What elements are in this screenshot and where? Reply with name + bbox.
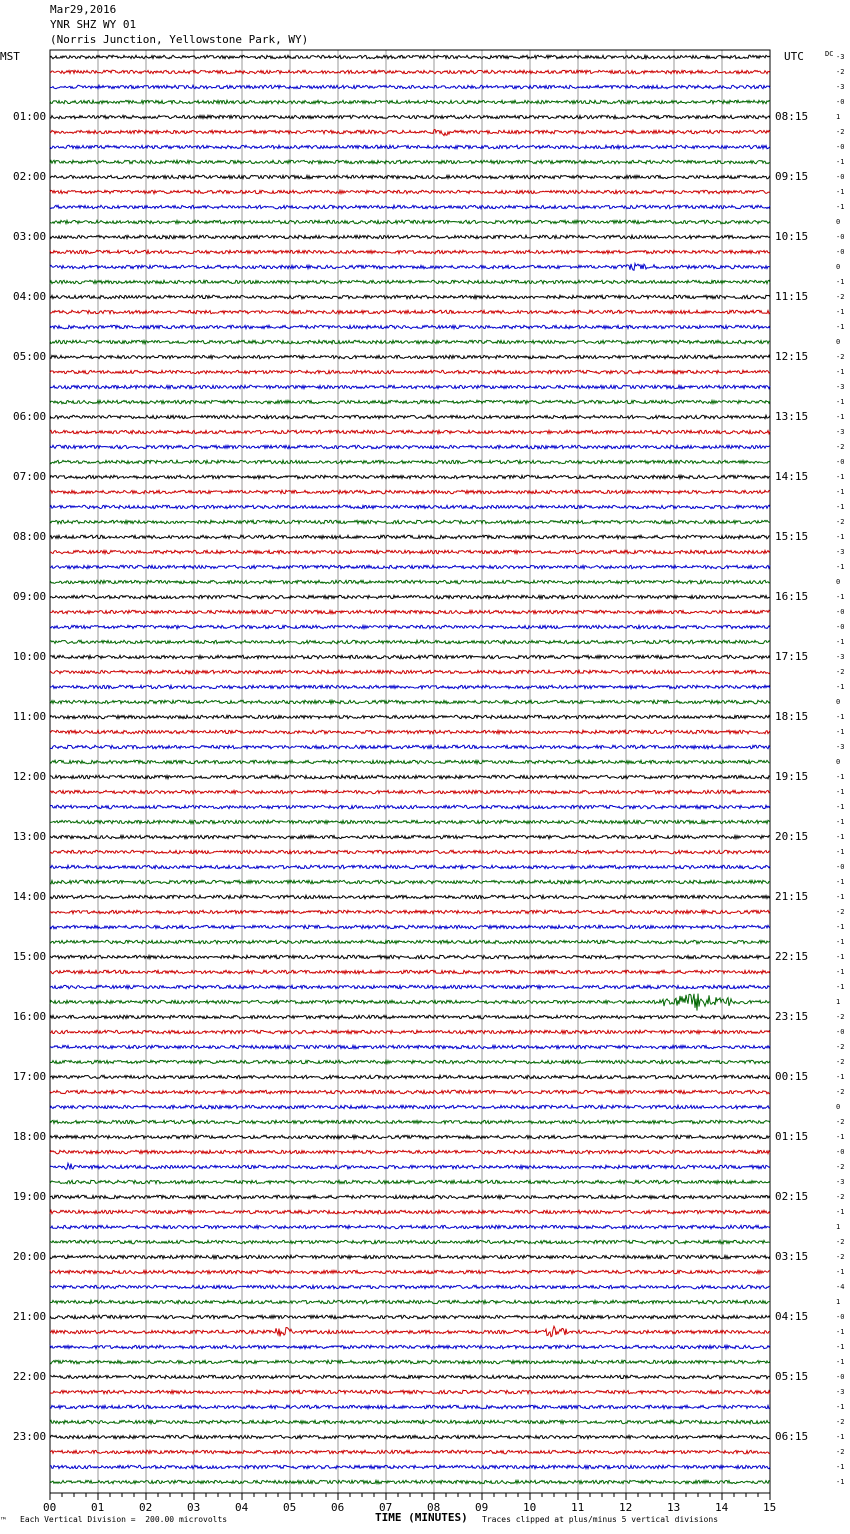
- seismic-trace: [50, 85, 770, 88]
- seismic-trace: [50, 115, 770, 118]
- seismic-trace: [50, 520, 770, 523]
- dc-offset-label: -1: [836, 923, 845, 931]
- utc-hour-label: 15:15: [775, 530, 809, 543]
- x-tick-label: 10: [523, 1501, 537, 1514]
- seismic-trace: [50, 130, 770, 136]
- dc-offset-label: -0: [836, 143, 845, 151]
- seismic-trace: [50, 1375, 770, 1378]
- dc-offset-label: -2: [836, 518, 845, 526]
- dc-offset-label: -1: [836, 1208, 845, 1216]
- dc-offset-label: 0: [836, 578, 841, 586]
- seismic-trace: [50, 475, 770, 478]
- x-axis-label: TIME (MINUTES): [375, 1511, 468, 1524]
- utc-hour-label: 16:15: [775, 590, 809, 603]
- seismic-trace: [50, 1075, 770, 1078]
- seismic-trace: [50, 1300, 770, 1303]
- seismic-trace: [50, 910, 770, 913]
- dc-offset-label: -1: [836, 833, 845, 841]
- utc-hour-label: 12:15: [775, 350, 809, 363]
- x-tick-label: 11: [571, 1501, 585, 1514]
- seismic-trace: [50, 100, 770, 103]
- dc-offset-label: 0: [836, 218, 841, 226]
- dc-offset-label: -1: [836, 1358, 845, 1366]
- seismic-trace: [50, 760, 770, 763]
- seismic-trace: [50, 715, 770, 718]
- dc-offset-label: -1: [836, 893, 845, 901]
- utc-hour-label: 23:15: [775, 1010, 809, 1023]
- corner-mark: ™: [1, 1516, 6, 1525]
- seismic-trace: [50, 1326, 770, 1336]
- dc-offset-label: -1: [836, 563, 845, 571]
- seismic-trace: [50, 1345, 770, 1348]
- seismic-trace: [50, 1163, 770, 1169]
- seismic-trace: [50, 1360, 770, 1363]
- dc-offset-label: -3: [836, 743, 845, 751]
- mst-hour-label: 07:00: [13, 470, 47, 483]
- seismic-trace: [50, 1210, 770, 1213]
- mst-hour-label: 23:00: [13, 1430, 47, 1443]
- utc-hour-label: 11:15: [775, 290, 809, 303]
- station-location: (Norris Junction, Yellowstone Park, WY): [50, 33, 309, 46]
- dc-offset-label: -1: [836, 1328, 845, 1336]
- seismic-trace: [50, 55, 770, 58]
- station-code: YNR SHZ WY 01: [50, 18, 137, 31]
- seismic-trace: [50, 1015, 770, 1018]
- seismic-trace: [50, 190, 770, 193]
- seismic-trace: [50, 640, 770, 643]
- dc-offset-label: -2: [836, 1058, 845, 1066]
- dc-offset-label: -1: [836, 953, 845, 961]
- dc-offset-label: -1: [836, 308, 845, 316]
- seismic-trace: [50, 1390, 770, 1393]
- dc-offset-label: -1: [836, 413, 845, 421]
- mst-hour-label: 12:00: [13, 770, 47, 783]
- x-tick-label: 13: [667, 1501, 681, 1514]
- dc-offset-label: 0: [836, 338, 841, 346]
- dc-offset-label: -1: [836, 938, 845, 946]
- seismic-trace: [50, 994, 770, 1011]
- dc-offset-label: -1: [836, 1463, 845, 1471]
- seismic-trace: [50, 820, 770, 823]
- seismic-trace: [50, 250, 770, 253]
- dc-offset-label: -2: [836, 68, 845, 76]
- seismic-trace: [50, 70, 770, 73]
- seismic-trace: [50, 955, 770, 958]
- dc-offset-label: -1: [836, 1433, 845, 1441]
- seismic-trace: [50, 1195, 770, 1198]
- seismic-trace: [50, 280, 770, 283]
- dc-offset-label: -1: [836, 713, 845, 721]
- seismic-trace: [50, 805, 770, 808]
- dc-offset-label: -1: [836, 983, 845, 991]
- dc-offset-label: -2: [836, 908, 845, 916]
- utc-hour-label: 21:15: [775, 890, 809, 903]
- seismic-trace: [50, 1150, 770, 1153]
- mst-hour-label: 06:00: [13, 410, 47, 423]
- mst-hour-label: 09:00: [13, 590, 47, 603]
- utc-hour-label: 05:15: [775, 1370, 809, 1383]
- dc-offset-label: -2: [836, 443, 845, 451]
- seismic-trace: [50, 880, 770, 883]
- utc-hour-label: 08:15: [775, 110, 809, 123]
- seismic-trace: [50, 1240, 770, 1243]
- dc-offset-label: -1: [836, 203, 845, 211]
- dc-offset-label: 0: [836, 698, 841, 706]
- dc-offset-label: -3: [836, 383, 845, 391]
- seismic-trace: [50, 1060, 770, 1063]
- seismic-trace: [50, 1285, 770, 1288]
- seismic-trace: [50, 1435, 770, 1438]
- seismic-trace: [50, 1465, 770, 1468]
- seismic-trace: [50, 655, 770, 658]
- seismic-trace: [50, 1045, 770, 1048]
- dc-offset-label: -2: [836, 1238, 845, 1246]
- dc-offset-label: 0: [836, 1103, 841, 1111]
- clip-note: Traces clipped at plus/minus 5 vertical divisions: [482, 1515, 719, 1524]
- dc-offset-label: -2: [836, 128, 845, 136]
- dc-offset-label: -3: [836, 53, 845, 61]
- dc-offset-label: -3: [836, 1178, 845, 1186]
- x-tick-label: 00: [43, 1501, 57, 1514]
- seismic-trace: [50, 415, 770, 418]
- dc-offset-label: 0: [836, 263, 841, 271]
- dc-offset-label: -1: [836, 848, 845, 856]
- seismic-trace: [50, 925, 770, 928]
- seismic-trace: [50, 1405, 770, 1408]
- dc-offset-label: -2: [836, 1253, 845, 1261]
- seismic-trace: [50, 895, 770, 898]
- x-tick-label: 06: [331, 1501, 345, 1514]
- seismic-trace: [50, 1120, 770, 1123]
- dc-offset-label: -1: [836, 728, 845, 736]
- dc-offset-label: -1: [836, 368, 845, 376]
- dc-offset-label: -1: [836, 278, 845, 286]
- mst-hour-label: 11:00: [13, 710, 47, 723]
- dc-offset-label: 1: [836, 1223, 841, 1231]
- mst-hour-label: 04:00: [13, 290, 47, 303]
- seismic-trace: [50, 505, 770, 508]
- seismic-trace: [50, 1270, 770, 1273]
- mst-hour-label: 21:00: [13, 1310, 47, 1323]
- seismic-trace: [50, 370, 770, 373]
- utc-hour-label: 14:15: [775, 470, 809, 483]
- utc-hour-label: 09:15: [775, 170, 809, 183]
- seismic-trace: [50, 1315, 770, 1318]
- x-tick-label: 15: [763, 1501, 777, 1514]
- seismic-trace: [50, 595, 770, 598]
- x-tick-label: 02: [139, 1501, 153, 1514]
- seismic-trace: [50, 400, 770, 403]
- dc-offset-label: -0: [836, 863, 845, 871]
- dc-offset-label: -0: [836, 98, 845, 106]
- seismic-trace: [50, 550, 770, 553]
- dc-offset-label: -2: [836, 668, 845, 676]
- dc-offset-label: -1: [836, 1403, 845, 1411]
- dc-offset-label: -0: [836, 458, 845, 466]
- seismic-trace: [50, 264, 770, 271]
- dc-offset-label: -1: [836, 1268, 845, 1276]
- dc-offset-label: -1: [836, 638, 845, 646]
- seismic-trace: [50, 490, 770, 493]
- seismic-trace: [50, 1030, 770, 1033]
- dc-offset-label: -2: [836, 1013, 845, 1021]
- seismic-trace: [50, 1450, 770, 1453]
- seismic-trace: [50, 310, 770, 313]
- seismic-trace: [50, 430, 770, 433]
- seismic-trace: [50, 745, 770, 748]
- dc-offset-label: -1: [836, 878, 845, 886]
- dc-offset-label: -1: [836, 818, 845, 826]
- seismic-trace: [50, 175, 770, 178]
- dc-offset-label: -1: [836, 803, 845, 811]
- utc-hour-label: 22:15: [775, 950, 809, 963]
- seismic-trace: [50, 940, 770, 943]
- dc-offset-label: -3: [836, 653, 845, 661]
- seismic-trace: [50, 835, 770, 838]
- dc-offset-label: -0: [836, 248, 845, 256]
- mst-hour-label: 18:00: [13, 1130, 47, 1143]
- mst-hour-label: 02:00: [13, 170, 47, 183]
- dc-offset-label: -1: [836, 158, 845, 166]
- left-axis-title: MST: [0, 50, 20, 63]
- dc-offset-label: -0: [836, 1028, 845, 1036]
- seismic-trace: [50, 670, 770, 673]
- seismic-trace: [50, 610, 770, 613]
- dc-offset-label: -2: [836, 1448, 845, 1456]
- mst-hour-label: 22:00: [13, 1370, 47, 1383]
- dc-offset-label: 1: [836, 1298, 841, 1306]
- utc-hour-label: 10:15: [775, 230, 809, 243]
- seismic-trace: [50, 385, 770, 388]
- plot-date: Mar29,2016: [50, 3, 117, 16]
- seismic-trace: [50, 1255, 770, 1258]
- seismic-trace: [50, 970, 770, 973]
- seismic-trace: [50, 685, 770, 688]
- seismic-trace: [50, 445, 770, 448]
- x-tick-label: 14: [715, 1501, 729, 1514]
- utc-hour-label: 17:15: [775, 650, 809, 663]
- dc-title: DC: [825, 50, 834, 58]
- utc-hour-label: 04:15: [775, 1310, 809, 1323]
- mst-hour-label: 17:00: [13, 1070, 47, 1083]
- x-tick-label: 08: [427, 1501, 441, 1514]
- x-tick-label: 01: [91, 1501, 105, 1514]
- mst-hour-label: 13:00: [13, 830, 47, 843]
- seismic-trace: [50, 460, 770, 463]
- mst-hour-label: 16:00: [13, 1010, 47, 1023]
- seismic-trace: [50, 580, 770, 583]
- seismic-trace: [50, 340, 770, 343]
- seismic-trace: [50, 790, 770, 793]
- mst-hour-label: 05:00: [13, 350, 47, 363]
- x-tick-label: 12: [619, 1501, 633, 1514]
- utc-hour-label: 06:15: [775, 1430, 809, 1443]
- utc-hour-label: 18:15: [775, 710, 809, 723]
- seismic-trace: [50, 700, 770, 703]
- dc-offset-label: -1: [836, 323, 845, 331]
- dc-offset-label: -2: [836, 1163, 845, 1171]
- seismic-trace: [50, 295, 770, 298]
- dc-offset-label: -2: [836, 1418, 845, 1426]
- seismic-trace: [50, 220, 770, 223]
- seismic-trace: [50, 1225, 770, 1228]
- scale-note: Each Vertical Division = 200.00 microvolts: [20, 1515, 228, 1524]
- seismic-trace: [50, 1135, 770, 1138]
- mst-hour-label: 20:00: [13, 1250, 47, 1263]
- dc-offset-label: -0: [836, 1148, 845, 1156]
- seismic-trace: [50, 985, 770, 988]
- x-tick-label: 03: [187, 1501, 201, 1514]
- seismic-trace: [50, 325, 770, 328]
- dc-offset-label: -4: [836, 1283, 845, 1291]
- mst-hour-label: 03:00: [13, 230, 47, 243]
- dc-offset-label: -0: [836, 1313, 845, 1321]
- dc-offset-label: -1: [836, 1343, 845, 1351]
- x-tick-label: 04: [235, 1501, 249, 1514]
- dc-offset-label: -1: [836, 968, 845, 976]
- seismic-trace: [50, 535, 770, 538]
- mst-hour-label: 08:00: [13, 530, 47, 543]
- dc-offset-label: 1: [836, 998, 841, 1006]
- utc-hour-label: 02:15: [775, 1190, 809, 1203]
- dc-offset-label: -1: [836, 1133, 845, 1141]
- seismic-trace: [50, 625, 770, 628]
- seismic-trace: [50, 355, 770, 358]
- dc-offset-label: -3: [836, 548, 845, 556]
- seismic-trace: [50, 235, 770, 238]
- dc-offset-label: -1: [836, 1073, 845, 1081]
- dc-offset-label: -1: [836, 398, 845, 406]
- mst-hour-label: 14:00: [13, 890, 47, 903]
- dc-offset-label: -0: [836, 233, 845, 241]
- dc-offset-label: -1: [836, 788, 845, 796]
- mst-hour-label: 15:00: [13, 950, 47, 963]
- dc-offset-label: 1: [836, 113, 841, 121]
- seismic-trace: [50, 1090, 770, 1093]
- dc-offset-label: -1: [836, 1478, 845, 1486]
- dc-offset-label: -0: [836, 623, 845, 631]
- utc-hour-label: 20:15: [775, 830, 809, 843]
- dc-offset-label: -0: [836, 1373, 845, 1381]
- dc-offset-label: -0: [836, 173, 845, 181]
- seismic-trace: [50, 1180, 770, 1183]
- dc-offset-label: -1: [836, 473, 845, 481]
- seismic-trace: [50, 160, 770, 163]
- utc-hour-label: 00:15: [775, 1070, 809, 1083]
- dc-offset-label: -3: [836, 83, 845, 91]
- x-tick-label: 05: [283, 1501, 297, 1514]
- utc-hour-label: 19:15: [775, 770, 809, 783]
- utc-hour-label: 13:15: [775, 410, 809, 423]
- x-tick-label: 07: [379, 1501, 393, 1514]
- dc-offset-label: -2: [836, 353, 845, 361]
- dc-offset-label: -3: [836, 1388, 845, 1396]
- dc-offset-label: -2: [836, 293, 845, 301]
- seismic-trace: [50, 565, 770, 568]
- mst-hour-label: 10:00: [13, 650, 47, 663]
- mst-hour-label: 01:00: [13, 110, 47, 123]
- dc-offset-label: -1: [836, 533, 845, 541]
- seismic-trace: [50, 865, 770, 868]
- seismic-trace: [50, 775, 770, 778]
- seismic-trace: [50, 730, 770, 733]
- dc-offset-label: -2: [836, 1193, 845, 1201]
- dc-offset-label: -3: [836, 428, 845, 436]
- dc-offset-label: -1: [836, 188, 845, 196]
- seismic-trace: [50, 145, 770, 148]
- utc-hour-label: 01:15: [775, 1130, 809, 1143]
- seismic-trace: [50, 1105, 770, 1108]
- dc-offset-label: 0: [836, 758, 841, 766]
- seismic-trace: [50, 850, 770, 853]
- dc-offset-label: -1: [836, 488, 845, 496]
- dc-offset-label: -0: [836, 608, 845, 616]
- seismic-trace: [50, 1480, 770, 1483]
- utc-hour-label: 03:15: [775, 1250, 809, 1263]
- dc-offset-label: -2: [836, 1043, 845, 1051]
- seismic-trace: [50, 205, 770, 208]
- dc-offset-label: -1: [836, 683, 845, 691]
- right-axis-title: UTC: [784, 50, 804, 63]
- x-tick-label: 09: [475, 1501, 489, 1514]
- dc-offset-label: -1: [836, 773, 845, 781]
- dc-offset-label: -2: [836, 1088, 845, 1096]
- mst-hour-label: 19:00: [13, 1190, 47, 1203]
- seismic-trace: [50, 1420, 770, 1423]
- dc-offset-label: -2: [836, 1118, 845, 1126]
- dc-offset-label: -1: [836, 503, 845, 511]
- dc-offset-label: -1: [836, 593, 845, 601]
